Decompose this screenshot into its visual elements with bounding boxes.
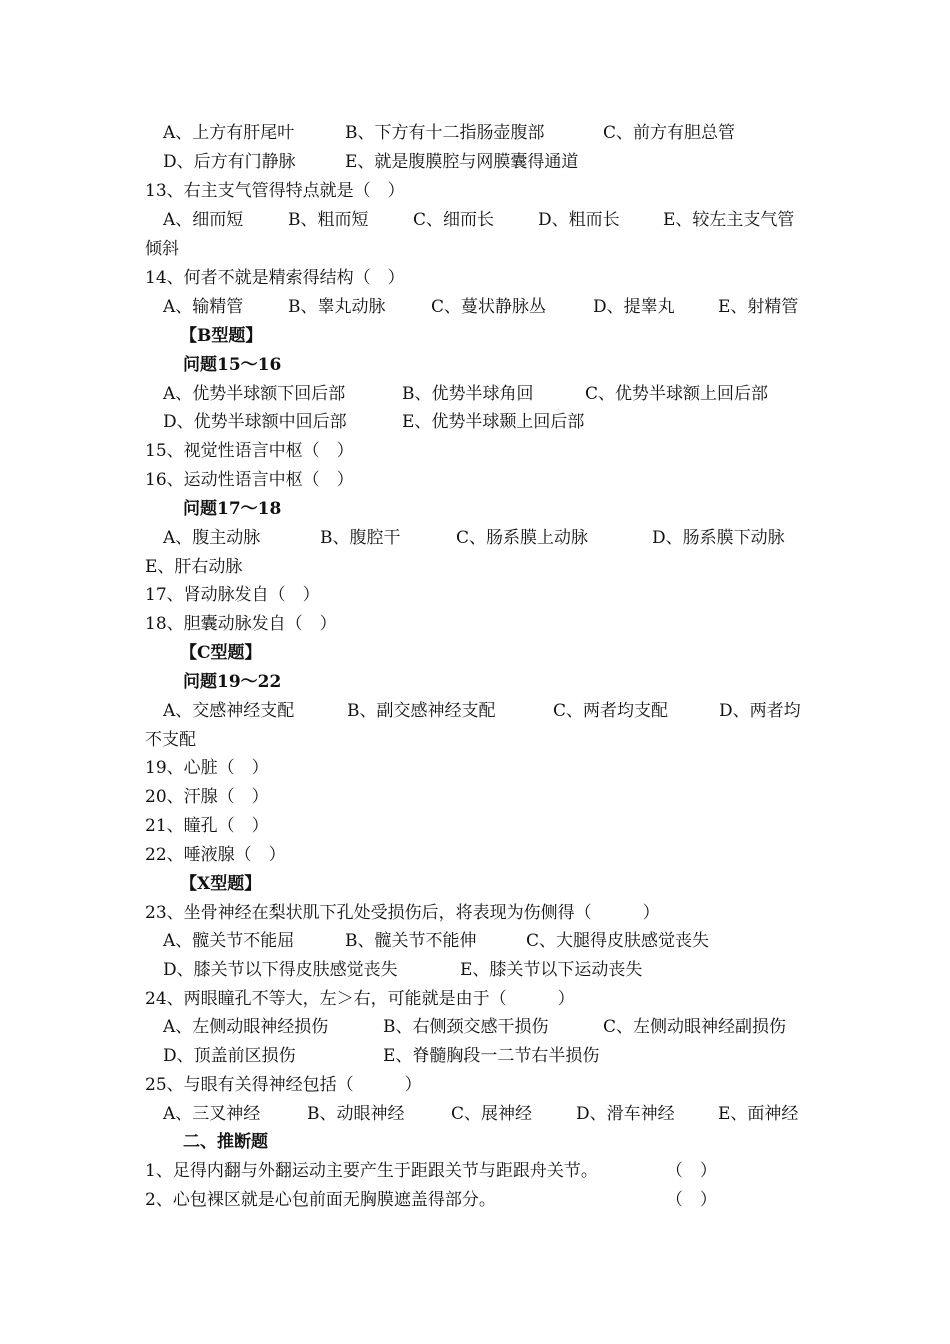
text-line: 13、右主支气管得特点就是（ ） [145, 181, 405, 201]
text-line: 倾斜 [145, 239, 179, 259]
answer-option: A、三叉神经 [163, 1104, 261, 1124]
text-line: 2、心包裸区就是心包前面无胸膜遮盖得部分。 （ ） [145, 1190, 717, 1210]
text-line: 14、何者不就是精索得结构（ ） [145, 268, 405, 288]
answer-option: B、下方有十二指肠壶腹部 [345, 123, 545, 143]
answer-option: D、滑车神经 [576, 1104, 675, 1124]
text-line: 25、与眼有关得神经包括（ ） [145, 1075, 422, 1095]
answer-option: B、髋关节不能伸 [345, 931, 477, 951]
answer-option: D、顶盖前区损伤 [163, 1046, 296, 1066]
answer-option: B、右侧颈交感干损伤 [383, 1017, 549, 1037]
text-line: 1、足得内翻与外翻运动主要产生于距跟关节与距跟舟关节。 （ ） [145, 1161, 717, 1181]
answer-option: D、粗而长 [538, 210, 620, 230]
answer-option: B、动眼神经 [307, 1104, 405, 1124]
section-heading: 问题15～16 [183, 355, 282, 375]
answer-option: A、交感神经支配 [163, 701, 295, 721]
answer-option: D、肠系膜下动脉 [652, 528, 785, 548]
answer-option: D、膝关节以下得皮肤感觉丧失 [163, 960, 398, 980]
section-heading: 【X型题】 [180, 874, 262, 894]
answer-option: E、优势半球颞上回后部 [402, 412, 585, 432]
text-line: 17、肾动脉发自（ ） [145, 585, 320, 605]
text-line: 不支配 [145, 730, 196, 750]
answer-option: A、腹主动脉 [163, 528, 261, 548]
answer-option: C、优势半球额上回后部 [585, 384, 769, 404]
answer-option: E、射精管 [718, 297, 799, 317]
answer-option: A、髋关节不能屈 [163, 931, 295, 951]
answer-option: D、两者均 [719, 701, 801, 721]
answer-option: D、优势半球额中回后部 [163, 412, 347, 432]
text-line: 16、运动性语言中枢（ ） [145, 470, 354, 490]
answer-option: A、细而短 [163, 210, 244, 230]
text-line: 24、两眼瞳孔不等大，左＞右，可能就是由于（ ） [145, 989, 575, 1009]
answer-option: C、细而长 [413, 210, 495, 230]
text-line: 22、唾液腺（ ） [145, 845, 286, 865]
answer-option: C、展神经 [451, 1104, 533, 1124]
answer-option: A、输精管 [163, 297, 244, 317]
text-line: 21、瞳孔（ ） [145, 816, 269, 836]
answer-option: B、睾丸动脉 [288, 297, 386, 317]
answer-option: A、左侧动眼神经损伤 [163, 1017, 329, 1037]
text-line: E、肝右动脉 [145, 557, 243, 577]
answer-option: C、前方有胆总管 [603, 123, 736, 143]
answer-option: C、大腿得皮肤感觉丧失 [526, 931, 710, 951]
section-heading: 问题19～22 [183, 672, 282, 692]
answer-option: E、脊髓胸段一二节右半损伤 [383, 1046, 600, 1066]
answer-option: C、蔓状静脉丛 [431, 297, 547, 317]
answer-option: B、粗而短 [288, 210, 369, 230]
answer-option: E、较左主支气管 [663, 210, 795, 230]
answer-option: B、优势半球角回 [402, 384, 534, 404]
answer-option: C、肠系膜上动脉 [456, 528, 589, 548]
answer-option: E、面神经 [718, 1104, 799, 1124]
answer-option: B、副交感神经支配 [347, 701, 496, 721]
text-line: 19、心脏（ ） [145, 758, 269, 778]
answer-option: C、左侧动眼神经副损伤 [603, 1017, 787, 1037]
answer-option: C、两者均支配 [553, 701, 669, 721]
answer-option: D、后方有门静脉 [163, 152, 296, 172]
answer-option: A、优势半球额下回后部 [163, 384, 346, 404]
section-heading: 问题17～18 [183, 499, 282, 519]
answer-option: B、腹腔干 [320, 528, 401, 548]
text-line: 23、坐骨神经在梨状肌下孔处受损伤后，将表现为伤侧得（ ） [145, 903, 660, 923]
text-line: 15、视觉性语言中枢（ ） [145, 441, 354, 461]
answer-option: A、上方有肝尾叶 [163, 123, 295, 143]
answer-option: E、就是腹膜腔与网膜囊得通道 [345, 152, 579, 172]
answer-option: D、提睾丸 [593, 297, 675, 317]
section-heading: 【C型题】 [180, 643, 262, 663]
answer-option: E、膝关节以下运动丧失 [460, 960, 643, 980]
text-line: 20、汗腺（ ） [145, 787, 269, 807]
section-heading: 【B型题】 [180, 326, 263, 346]
text-line: 18、胆囊动脉发自（ ） [145, 614, 337, 634]
section-heading: 二、推断题 [183, 1132, 268, 1152]
